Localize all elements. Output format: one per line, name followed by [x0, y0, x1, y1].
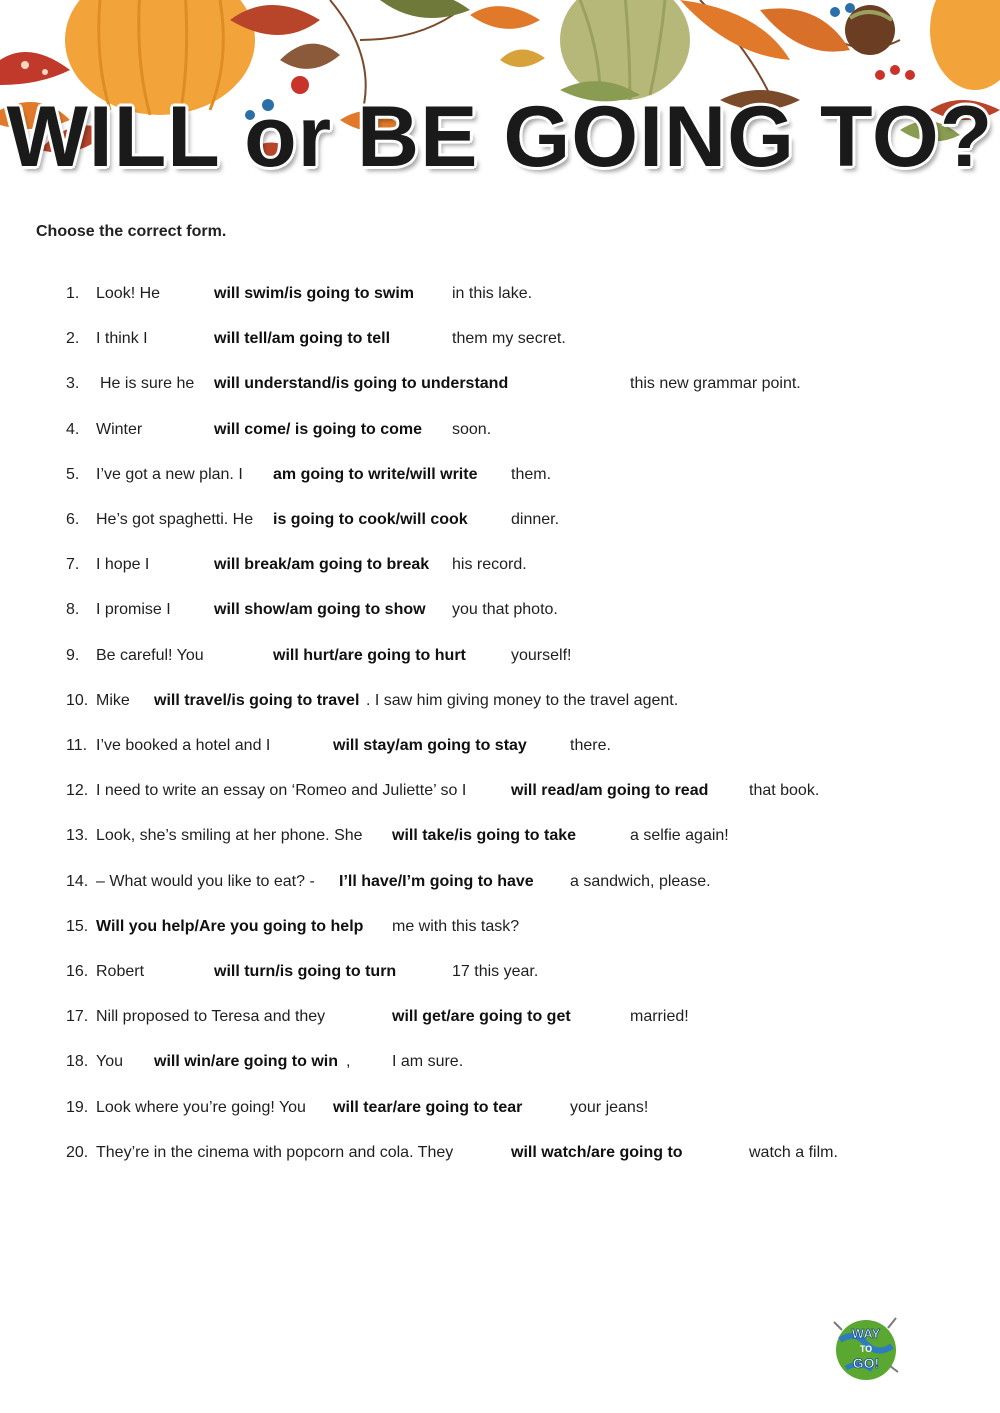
sentence-text: a selfie again! — [630, 827, 729, 845]
exercise-item — [0, 330, 1000, 352]
item-number: 11. — [66, 737, 88, 754]
item-number: 2. — [66, 330, 80, 348]
sentence-text: Look! He — [96, 285, 161, 302]
answer-options[interactable]: will tell/am going to tell — [214, 330, 391, 348]
exercise-item — [0, 285, 1000, 307]
sentence-text: married! — [630, 1008, 689, 1026]
item-number: 6. — [66, 511, 80, 528]
item-number: 9. — [66, 646, 80, 664]
sentence-text: Nill proposed to Teresa and they — [96, 1008, 326, 1026]
sentence-text: yourself! — [511, 646, 572, 664]
logo-line1: WAY — [851, 1326, 881, 1341]
answer-options[interactable]: will understand/is going to understand — [214, 375, 509, 393]
sentence-text: , — [346, 1053, 351, 1071]
sentence-text: that book. — [749, 782, 820, 800]
answer-options[interactable]: will travel/is going to travel — [154, 691, 360, 709]
exercise-item — [0, 873, 1000, 895]
exercise-item — [0, 556, 1000, 578]
sentence-text: your jeans! — [570, 1098, 649, 1116]
item-number: 3. — [66, 375, 80, 393]
sentence-text: Winter — [96, 420, 143, 438]
answer-options[interactable]: I’ll have/I’m going to have — [339, 872, 534, 890]
exercise-item — [0, 375, 1000, 397]
sentence-text: I think I — [96, 330, 148, 348]
answer-options[interactable]: will get/are going to get — [392, 1008, 571, 1026]
sentence-text: I need to write an essay on ‘Romeo and Juliette’ so I — [96, 782, 467, 800]
item-number: 4. — [66, 420, 80, 438]
sentence-text: I promise I — [96, 601, 171, 619]
item-number: 13. — [66, 827, 89, 845]
globe-logo-icon — [826, 1310, 906, 1386]
sentence-text: you that photo. — [452, 601, 558, 619]
answer-options[interactable]: will break/am going to break — [214, 556, 430, 574]
sentence-text: dinner. — [511, 511, 560, 528]
answer-options[interactable]: will swim/is going to swim — [214, 285, 415, 302]
sentence-text: – What would you like to eat? - — [96, 872, 315, 890]
exercise-item — [0, 421, 1000, 443]
sentence-text: I hope I — [96, 556, 150, 574]
answer-options[interactable]: is going to cook/will cook — [273, 511, 468, 528]
exercise-item — [0, 601, 1000, 623]
answer-options[interactable]: will read/am going to read — [511, 782, 709, 800]
answer-options[interactable]: will come/ is going to come — [214, 420, 423, 438]
sentence-text: You — [96, 1053, 123, 1071]
sentence-text: Look, she’s smiling at her phone. She — [96, 827, 363, 845]
item-number: 19. — [66, 1098, 89, 1116]
sentence-text: soon. — [452, 420, 492, 438]
answer-options[interactable]: am going to write/will write — [273, 465, 478, 483]
item-number: 18. — [66, 1053, 89, 1071]
sentence-text: Robert — [96, 963, 145, 980]
answer-options[interactable]: will turn/is going to turn — [214, 963, 397, 980]
answer-options[interactable]: will show/am going to show — [214, 601, 426, 619]
answer-options[interactable]: will take/is going to take — [392, 827, 577, 845]
sentence-text: I’ve got a new plan. I — [96, 465, 243, 483]
sentence-text: this new grammar point. — [630, 375, 801, 393]
item-number: 17. — [66, 1008, 89, 1026]
answer-options[interactable]: will tear/are going to tear — [333, 1098, 523, 1116]
sentence-text: He is sure he — [100, 375, 195, 393]
item-number: 5. — [66, 465, 80, 483]
worksheet-title: WILL or BE GOING TO? — [6, 89, 994, 185]
sentence-text: Be careful! You — [96, 646, 204, 664]
instruction-text: Choose the correct form. — [36, 223, 227, 240]
logo-line3: GO! — [852, 1355, 880, 1371]
exercise-item — [0, 466, 1000, 488]
exercise-item — [0, 692, 1000, 714]
autumn-banner — [0, 0, 1000, 200]
sentence-text: . I saw him giving money to the travel agent. — [366, 691, 679, 709]
item-number: 8. — [66, 601, 80, 619]
way-to-go-logo — [826, 1310, 906, 1386]
item-number: 15. — [66, 917, 89, 935]
sentence-text: He’s got spaghetti. He — [96, 511, 254, 528]
sentence-text: his record. — [452, 556, 527, 574]
sentence-text: a sandwich, please. — [570, 872, 711, 890]
sentence-text: They’re in the cinema with popcorn and cola. They — [96, 1143, 454, 1161]
answer-options[interactable]: will hurt/are going to hurt — [273, 646, 466, 664]
exercise-item — [0, 963, 1000, 985]
item-number: 10. — [66, 691, 89, 709]
item-number: 16. — [66, 963, 89, 980]
item-number: 1. — [66, 285, 80, 302]
exercise-item — [0, 918, 1000, 940]
exercise-item — [0, 782, 1000, 804]
answer-options[interactable]: Will you help/Are you going to help — [96, 917, 364, 935]
sentence-text: Mike — [96, 691, 130, 709]
sentence-text: there. — [570, 737, 611, 754]
item-number: 20. — [66, 1143, 89, 1161]
exercise-item — [0, 827, 1000, 849]
exercise-item — [0, 737, 1000, 759]
sentence-text: Look where you’re going! You — [96, 1098, 306, 1116]
sentence-text: I am sure. — [392, 1053, 464, 1071]
logo-line2: TO — [859, 1344, 873, 1354]
sentence-text: them. — [511, 465, 552, 483]
exercise-item — [0, 1008, 1000, 1030]
exercise-item — [0, 1053, 1000, 1075]
exercise-item — [0, 1099, 1000, 1121]
sentence-text: them my secret. — [452, 330, 566, 348]
exercise-item — [0, 511, 1000, 533]
answer-options[interactable]: will stay/am going to stay — [333, 737, 527, 754]
item-number: 12. — [66, 782, 89, 800]
sentence-text: 17 this year. — [452, 963, 539, 980]
exercise-item — [0, 1144, 1000, 1166]
answer-options[interactable]: will win/are going to win — [154, 1053, 338, 1071]
exercise-item — [0, 647, 1000, 669]
sentence-text: watch a film. — [749, 1143, 838, 1161]
sentence-text: in this lake. — [452, 285, 533, 302]
sentence-text: I’ve booked a hotel and I — [96, 737, 271, 754]
item-number: 7. — [66, 556, 80, 574]
item-number: 14. — [66, 872, 89, 890]
sentence-text: me with this task? — [392, 917, 520, 935]
answer-options[interactable]: will watch/are going to — [511, 1143, 683, 1161]
